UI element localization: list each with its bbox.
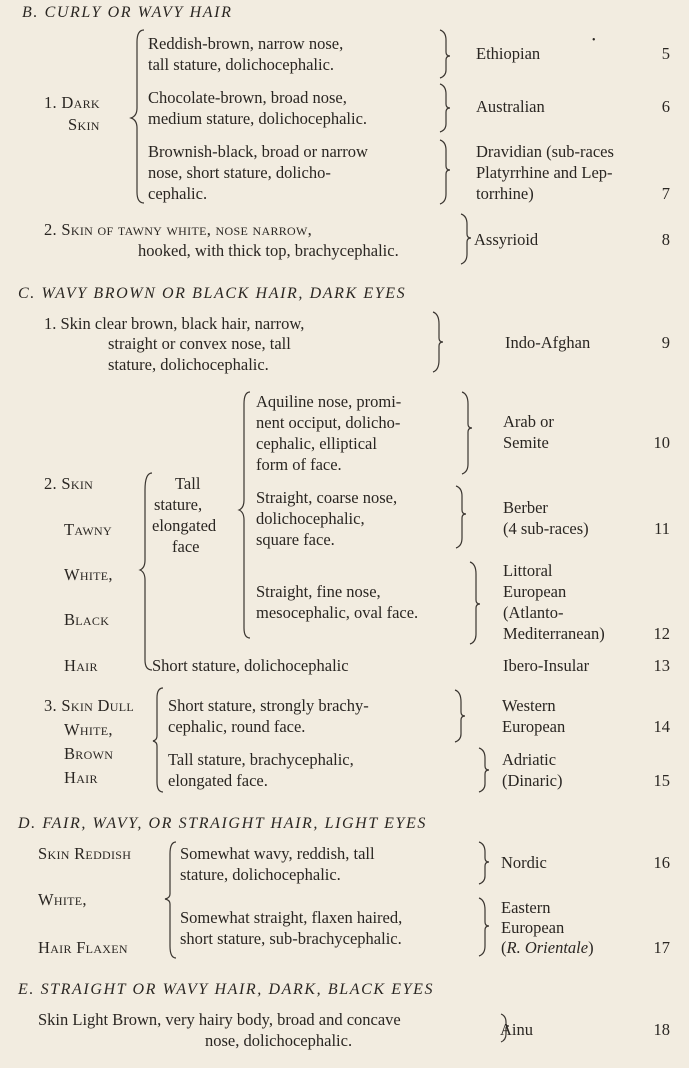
race-name: Nordic xyxy=(501,853,547,872)
c2-desc: Straight, coarse nose, xyxy=(256,488,398,507)
brace-c2-r1 xyxy=(462,392,472,474)
c3-label: 3. Skin Dull xyxy=(44,696,134,715)
race-name: Mediterranean) xyxy=(503,624,605,643)
section-heading-e: E. STRAIGHT OR WAVY HAIR, DARK, BLACK EYES xyxy=(18,981,435,998)
race-name: Assyrioid xyxy=(474,230,539,249)
b2-line xyxy=(44,220,312,241)
brace-b1-left xyxy=(131,30,144,203)
race-number: 16 xyxy=(653,853,670,872)
c2-desc: nent occiput, dolicho- xyxy=(256,413,401,432)
c2-desc: mesocephalic, oval face. xyxy=(256,603,419,622)
race-name: torrhine) xyxy=(476,184,534,203)
d-label: White, xyxy=(38,890,87,909)
brace-c3-left xyxy=(153,688,163,792)
brace-d-left xyxy=(165,842,176,958)
brace-d-r2 xyxy=(479,898,489,956)
race-number: 5 xyxy=(661,44,670,63)
brace-d-r1 xyxy=(479,842,489,884)
c2-desc: cephalic, elliptical xyxy=(256,434,377,453)
brace-c3-r1 xyxy=(455,690,465,742)
c3-desc: Short stature, strongly brachy- xyxy=(168,696,369,715)
race-name: (Atlanto- xyxy=(503,603,564,622)
race-number: 13 xyxy=(653,656,670,675)
c2-tall: face xyxy=(172,537,200,556)
c3-label: White, xyxy=(64,720,113,739)
section-heading-d: D. FAIR, WAVY, OR STRAIGHT HAIR, LIGHT EYES xyxy=(18,815,427,832)
race-number: 15 xyxy=(653,771,670,790)
race-number: 9 xyxy=(661,333,670,352)
e-line: nose, dolichocephalic. xyxy=(205,1031,353,1050)
brace-b2-r xyxy=(461,214,471,264)
brace-b1-r1 xyxy=(440,30,450,78)
b1-desc-line: cephalic. xyxy=(148,184,208,203)
race-name: Western xyxy=(502,696,556,715)
brace-c2-outer xyxy=(140,473,152,670)
b1-desc-line: Brownish-black, broad or narrow xyxy=(148,142,368,161)
race-name-italic: R. Orientale xyxy=(506,938,589,957)
race-name: Indo-Afghan xyxy=(505,333,591,352)
b1-desc-line: Chocolate-brown, broad nose, xyxy=(148,88,347,107)
race-name: (4 sub-races) xyxy=(503,519,589,538)
c2-tall: stature, xyxy=(154,495,203,514)
c2-label: 2. Skin xyxy=(44,474,94,493)
c2-short: Short stature, dolichocephalic xyxy=(152,656,349,675)
race-name: Adriatic xyxy=(502,750,557,769)
b1-label-skin: Skin xyxy=(68,115,100,134)
race-name: Ainu xyxy=(500,1020,533,1039)
race-name: Arab or xyxy=(503,412,554,431)
brace-c2-r3 xyxy=(470,562,480,644)
brace-c1-r xyxy=(433,312,443,372)
race-number: 6 xyxy=(661,97,670,116)
race-name: Dravidian (sub-races xyxy=(476,142,614,161)
d-desc: Somewhat straight, flaxen haired, xyxy=(180,908,403,927)
b1-desc-line: tall stature, dolichocephalic. xyxy=(148,55,335,74)
race-name: Berber xyxy=(503,498,548,517)
c2-label: White, xyxy=(64,565,113,584)
race-name: Littoral xyxy=(503,561,553,580)
d-desc: short stature, sub-brachycephalic. xyxy=(180,929,402,948)
d-label: Hair Flaxen xyxy=(38,938,128,957)
c3-desc: elongated face. xyxy=(168,771,268,790)
b2-line-text: 2. Skin of tawny white, nose narrow, xyxy=(44,220,313,239)
e-line: Skin Light Brown, very hairy body, broad and concave xyxy=(38,1010,401,1029)
c1-line: 1. Skin clear brown, black hair, narrow, xyxy=(44,314,305,333)
c2-label: Hair xyxy=(64,656,98,675)
race-number: 7 xyxy=(661,184,670,203)
d-label: Skin Reddish xyxy=(38,844,132,863)
c3-label: Brown xyxy=(64,744,114,763)
brace-c2-r2 xyxy=(456,486,466,548)
b2-line: hooked, with thick top, brachycephalic. xyxy=(138,241,399,260)
race-name: Semite xyxy=(503,433,549,452)
race-name: Ibero-Insular xyxy=(503,656,590,675)
section-heading-c: C. WAVY BROWN OR BLACK HAIR, DARK EYES xyxy=(18,285,407,302)
c3-label: Hair xyxy=(64,768,98,787)
section-heading-b: B. CURLY OR WAVY HAIR xyxy=(22,4,233,21)
b1-desc-line: nose, short stature, dolicho- xyxy=(148,163,331,182)
race-number: 12 xyxy=(653,624,670,643)
c3-desc: cephalic, round face. xyxy=(168,717,306,736)
race-name: Platyrrhine and Lep- xyxy=(476,163,613,182)
race-name: European xyxy=(502,717,566,736)
race-number: 8 xyxy=(661,230,670,249)
c2-desc: form of face. xyxy=(256,455,342,474)
b1-desc-line: Reddish-brown, narrow nose, xyxy=(148,34,344,53)
race-name: Australian xyxy=(476,97,545,116)
brace-b1-r2 xyxy=(440,84,450,132)
c2-label: Tawny xyxy=(64,520,112,539)
c2-tall: Tall xyxy=(175,474,201,493)
c2-desc: Aquiline nose, promi- xyxy=(256,392,402,411)
race-name: Ethiopian xyxy=(476,44,541,63)
c2-desc: Straight, fine nose, xyxy=(256,582,381,601)
c1-line: stature, dolichocephalic. xyxy=(108,355,269,374)
race-name: European xyxy=(503,582,567,601)
c2-label: Black xyxy=(64,610,110,629)
race-number: 17 xyxy=(653,938,670,957)
b1-label-dark: 1. Dark xyxy=(44,93,100,112)
race-number: 14 xyxy=(653,717,670,736)
race-name: Eastern xyxy=(501,898,551,917)
c2-tall: elongated xyxy=(152,516,217,535)
c1-line: straight or convex nose, tall xyxy=(108,334,291,353)
b1-desc-line: medium stature, dolichocephalic. xyxy=(148,109,368,128)
c3-desc: Tall stature, brachycephalic, xyxy=(168,750,354,769)
brace-b1-r3 xyxy=(440,140,450,204)
c2-desc: dolichocephalic, xyxy=(256,509,365,528)
brace-c2-inner xyxy=(239,392,250,638)
d-desc: stature, dolichocephalic. xyxy=(180,865,341,884)
stray-mark: • xyxy=(592,35,596,46)
race-number: 10 xyxy=(653,433,670,452)
race-number: 18 xyxy=(653,1020,670,1039)
c2-desc: square face. xyxy=(256,530,335,549)
race-name: (Dinaric) xyxy=(502,771,563,790)
race-number: 11 xyxy=(654,519,670,538)
brace-c3-r2 xyxy=(479,748,489,792)
d-desc: Somewhat wavy, reddish, tall xyxy=(180,844,375,863)
race-name: (R. Orientale) xyxy=(501,938,594,957)
race-name: European xyxy=(501,918,565,937)
